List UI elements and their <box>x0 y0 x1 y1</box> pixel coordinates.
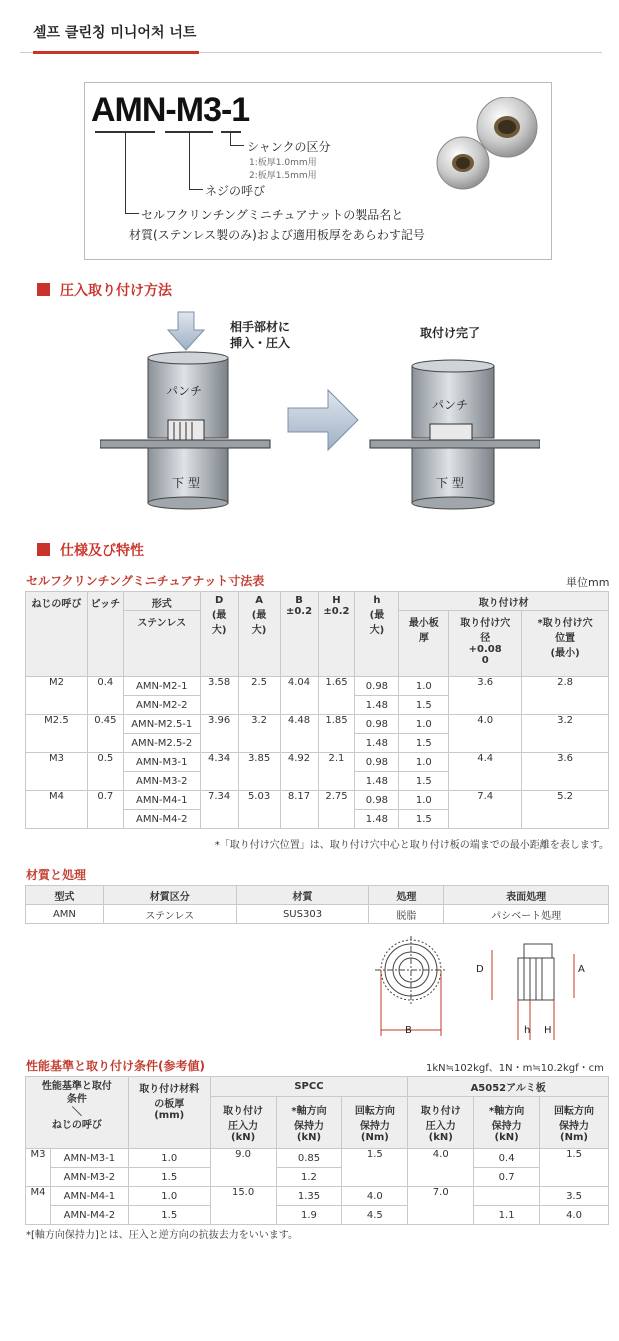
col-h: h (最 大) <box>355 592 399 677</box>
col-type: 形式 <box>123 592 200 611</box>
title-accent-bar <box>33 51 199 54</box>
performance-table <box>25 1076 609 1225</box>
table-row: AMN-M4-2 1.48 1.5 <box>26 810 609 829</box>
product-desc-line1: セルフクリンチングミニチュアナットの製品名と <box>141 208 404 222</box>
shank-label: シャンクの区分 <box>247 140 331 154</box>
dimension-footnote: *「取り付け穴位置」は、取り付け穴中心と取り付け板の端までの最小距離を表します。 <box>214 840 609 851</box>
table-row: AMN ステンレス SUS303 脱脂 パシベート処理 <box>26 905 609 924</box>
table-row: M3 AMN-M3-1 1.0 9.0 0.85 1.5 4.0 0.4 1.5 <box>26 1149 609 1168</box>
die-label-left: 下 型 <box>172 476 200 490</box>
performance-footnote: *[軸方向保持力]とは、圧入と逆方向の抗抜去力をいいます。 <box>26 1230 299 1241</box>
col-material: 材質 <box>236 886 369 905</box>
section-marker-icon <box>37 543 50 556</box>
table-row: AMN-M3-2 1.5 1.2 0.7 <box>26 1168 609 1187</box>
part-number-diagram <box>84 82 552 260</box>
col-hole: 取り付け穴 径 +0.08 0 <box>449 611 522 677</box>
dimension-table-title: セルフクリンチングミニチュアナット寸法表 <box>26 574 265 588</box>
nut-technical-drawing <box>366 936 606 1048</box>
perf-corner-header: 性能基準と取付 条件 ＼ ねじの呼び <box>26 1077 129 1149</box>
table-row: M2 0.4 AMN-M2-1 3.58 2.5 4.04 1.65 0.98 1.0 3.6 2.8 <box>26 677 609 696</box>
part-number-code: AMN-M3-1 <box>91 91 250 129</box>
table-row: AMN-M2-2 1.48 1.5 <box>26 696 609 715</box>
section-marker-icon <box>37 283 50 296</box>
col-aluminum: A5052アルミ板 <box>408 1077 609 1097</box>
col-position: *取り付け穴 位置 (最小) <box>522 611 609 677</box>
dimension-table <box>25 591 609 829</box>
col-plate-thickness: 取り付け材料 の板厚 (mm) <box>128 1077 210 1149</box>
col-treatment: 処理 <box>369 886 444 905</box>
material-title: 材質と処理 <box>26 868 87 882</box>
table-row: M3 0.5 AMN-M3-1 4.34 3.85 4.92 2.1 0.98 1.0 4.4 3.6 <box>26 753 609 772</box>
col-surface: 表面処理 <box>444 886 609 905</box>
col-al-force: 取り付け 圧入力 (kN) <box>408 1097 474 1149</box>
punch-label-right: パンチ <box>432 398 469 412</box>
col-material-class: 材質区分 <box>103 886 236 905</box>
page-title: 셀프 클린칭 미니어처 너트 <box>33 25 197 41</box>
install-step2-label: 取付け完了 <box>420 326 481 340</box>
shank-option-1: 1:板厚1.0mm用 <box>249 158 317 168</box>
table-row: AMN-M2.5-2 1.48 1.5 <box>26 734 609 753</box>
performance-unit: 1kN≒102kgf、1N・m≒10.2kgf・cm <box>426 1063 604 1074</box>
drawing-label-h: h <box>524 1025 531 1036</box>
col-pitch: ピッチ <box>87 592 123 677</box>
punch-label-left: パンチ <box>166 384 203 398</box>
table-row: M2.5 0.45 AMN-M2.5-1 3.96 3.2 4.48 1.85 0.98 1.0 4.0 3.2 <box>26 715 609 734</box>
col-H: H ±0.2 <box>318 592 355 677</box>
nut-photo <box>425 97 545 207</box>
col-mount: 取り付け材 <box>399 592 609 611</box>
col-al-torque: 回転方向 保持力 (Nm) <box>540 1097 609 1149</box>
col-spcc-force: 取り付け 圧入力 (kN) <box>210 1097 276 1149</box>
install-step1-line2: 挿入・圧入 <box>230 336 291 350</box>
install-step1-line1: 相手部材に <box>230 320 291 334</box>
performance-title: 性能基準と取り付け条件(参考値) <box>26 1059 205 1073</box>
drawing-label-d: D <box>476 964 484 975</box>
col-thread: ねじの呼び <box>26 592 88 677</box>
col-spcc-torque: 回転方向 保持力 (Nm) <box>342 1097 408 1149</box>
table-row: M4 AMN-M4-1 1.0 15.0 1.35 4.0 7.0 3.5 <box>26 1187 609 1206</box>
shank-option-2: 2:板厚1.5mm用 <box>249 171 317 181</box>
table-row: AMN-M3-2 1.48 1.5 <box>26 772 609 791</box>
material-table <box>25 885 609 924</box>
col-b: B ±0.2 <box>280 592 318 677</box>
thread-label: ネジの呼び <box>205 184 266 198</box>
die-label-right: 下 型 <box>436 476 464 490</box>
dimension-unit: 単位mm <box>566 576 610 589</box>
drawing-label-a: A <box>578 964 585 975</box>
drawing-label-b: B <box>405 1025 412 1036</box>
col-al-axial: *軸方向 保持力 (kN) <box>474 1097 540 1149</box>
col-spcc-axial: *軸方向 保持力 (kN) <box>276 1097 342 1149</box>
col-material: ステンレス <box>123 611 200 677</box>
col-min-thickness: 最小板 厚 <box>399 611 449 677</box>
col-model: 型式 <box>26 886 104 905</box>
col-a: A (最 大) <box>238 592 280 677</box>
drawing-label-H: H <box>544 1025 552 1036</box>
col-d: D (最 大) <box>200 592 238 677</box>
table-row: AMN-M4-2 1.5 1.9 4.5 1.1 4.0 <box>26 1206 609 1225</box>
col-spcc: SPCC <box>210 1077 408 1097</box>
install-heading: 圧入取り付け方法 <box>37 280 172 300</box>
table-row: M4 0.7 AMN-M4-1 7.34 5.03 8.17 2.75 0.98 1.0 7.4 5.2 <box>26 791 609 810</box>
spec-heading: 仕様及び特性 <box>37 540 144 560</box>
product-desc-line2: 材質(ステンレス製のみ)および適用板厚をあらわす記号 <box>129 228 425 242</box>
